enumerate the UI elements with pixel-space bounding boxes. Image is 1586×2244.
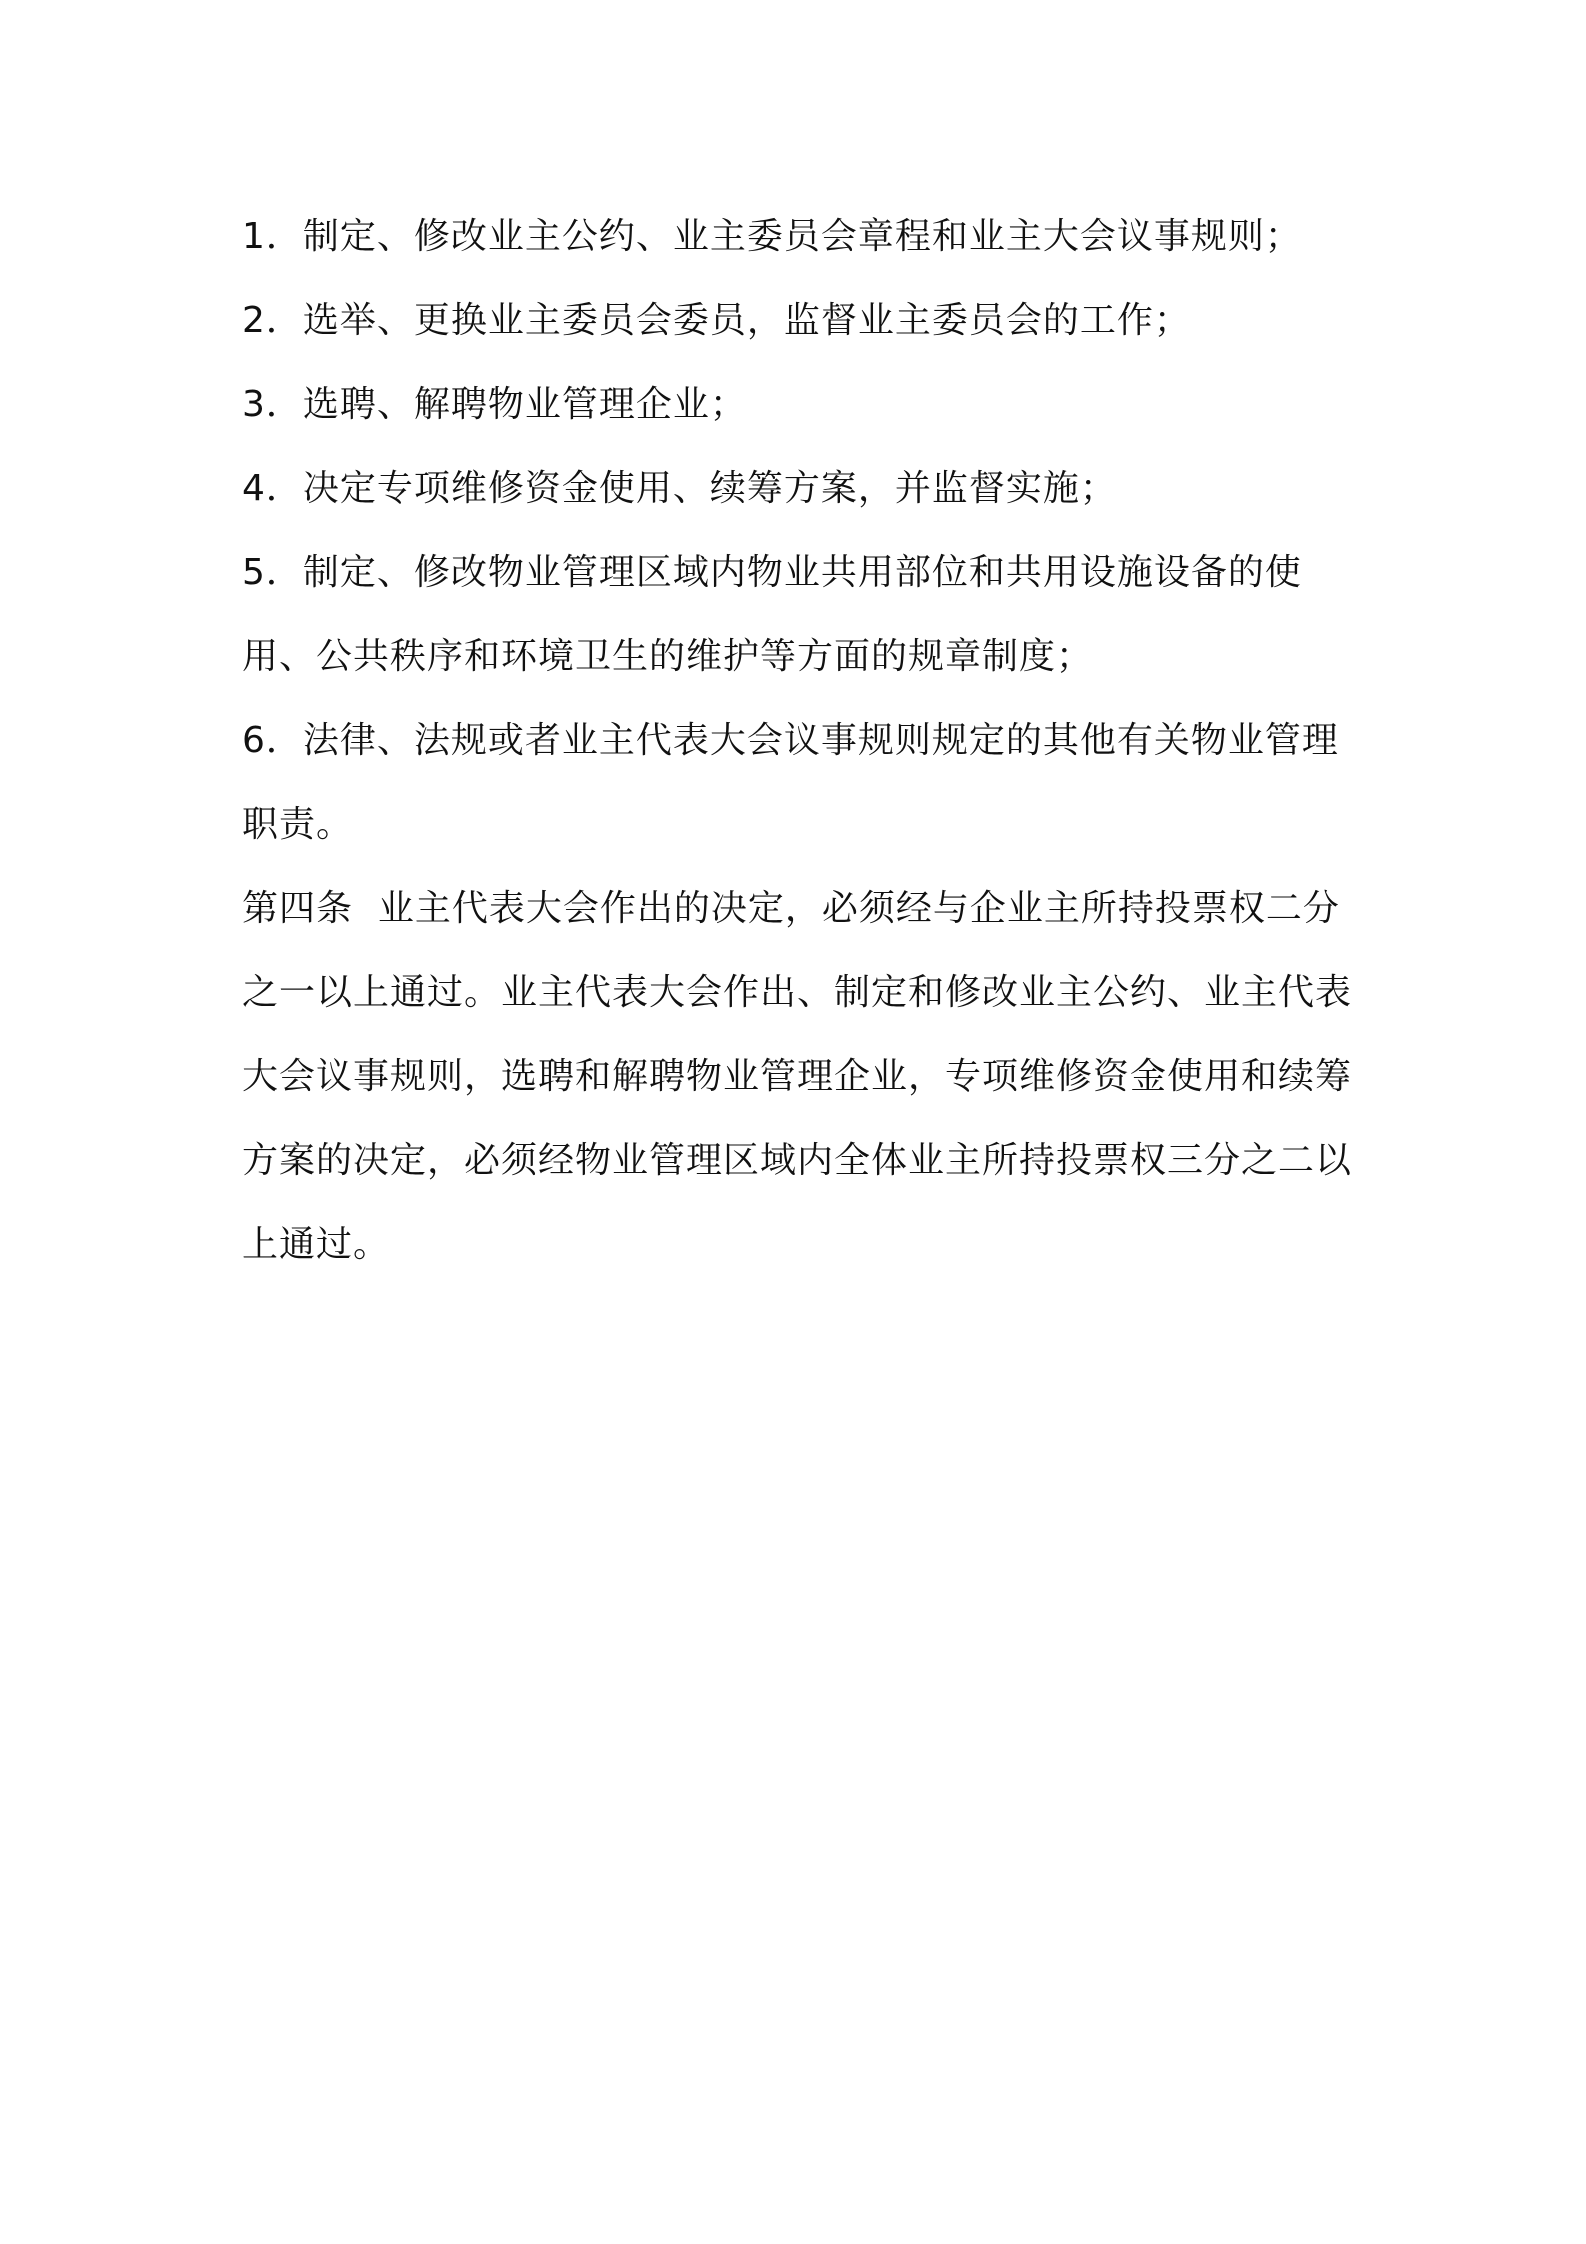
article-four: 第四条 业主代表大会作出的决定，必须经与企业主所持投票权二分之一以上通过。业主代表大会作出、制定和修改业主公约、业主代表大会议事规则，选聘和解聘物业管理企业，专项维修资金使用和续筹方案的决定，必须经物业管理区域内全体业主所持投票权三分之二以上通过。: [242, 888, 1353, 1265]
clause-item-4: 4．决定专项维修资金使用、续筹方案，并监督实施；: [242, 468, 1117, 509]
clause-item-2: 2．选举、更换业主委员会委员，监督业主委员会的工作；: [242, 300, 1191, 341]
clause-item-3: 3．选聘、解聘物业管理企业；: [242, 384, 747, 425]
clause-item-6: 6．法律、法规或者业主代表大会议事规则规定的其他有关物业管理职责。: [242, 720, 1339, 845]
clause-item-1: 1．制定、修改业主公约、业主委员会章程和业主大会议事规则；: [242, 216, 1302, 257]
document-body: [242, 195, 1372, 1287]
clause-item-5: 5．制定、修改物业管理区域内物业共用部位和共用设施设备的使用、公共秩序和环境卫生的维护等方面的规章制度；: [242, 552, 1302, 677]
